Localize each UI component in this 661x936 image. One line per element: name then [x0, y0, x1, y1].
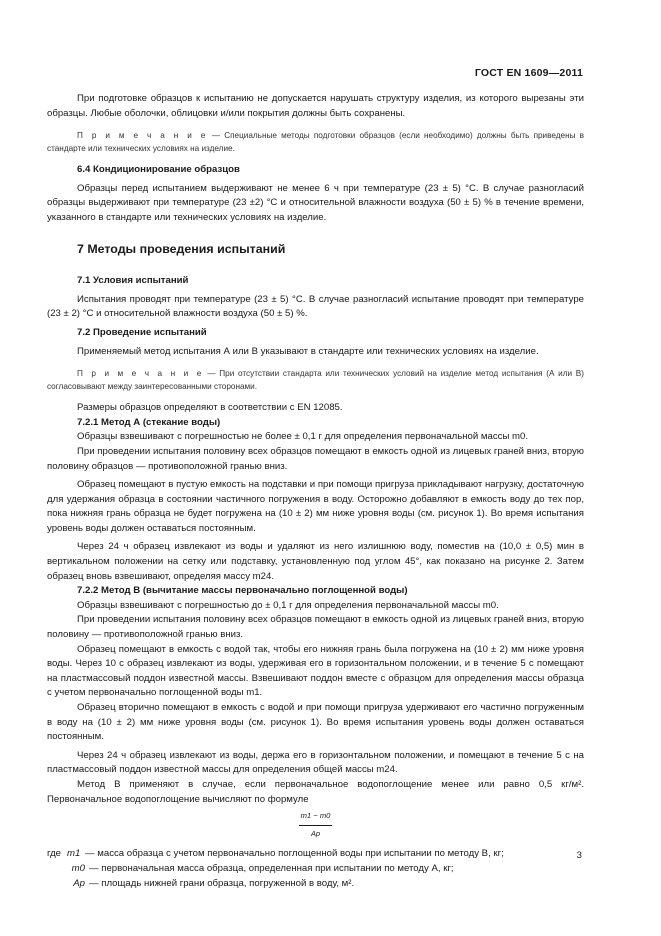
paragraph-7-2-2-e: Через 24 ч образец извлекают из воды, держа его в горизонтальном положении, и помещают в течение 5 с на пластмассовый поддон известной массы для определения общей массы m24. — [47, 749, 584, 776]
paragraph-sizes: Размеры образцов определяют в соответствии с EN 12085. — [77, 402, 343, 414]
legend-text-m0: — первоначальная масса образца, определенная при испытании по методу А, кг; — [89, 862, 454, 874]
page-number: 3 — [576, 850, 582, 861]
document-header: ГОСТ EN 1609—2011 — [474, 67, 583, 79]
legend-symbol-m0: m0 — [71, 862, 85, 874]
note-2-label: П р и м е ч а н и е — [77, 369, 204, 379]
legend-row-m0 — [47, 862, 584, 877]
note-1 — [47, 129, 584, 155]
paragraph-7-2-1-d: Через 24 ч образец извлекают из воды и удаляют из него излишнюю воду, поместив на (10,0 ± 0,5) мин в вертикальном положении на сетку или подставку, установленную под углом 45°, как показано на рисунке 2. Затем образец вновь взвешивают, определяя массу m24. — [47, 541, 584, 582]
paragraph-7-2-1-b: При проведении испытания половину всех образцов помещают в емкость одной из лицевых граней вниз, вторую половину образцов — противоположной гранью вниз. — [47, 445, 584, 472]
legend-text-ap: — площадь нижней грани образца, погруженной в воду, м². — [89, 877, 355, 889]
note-1-label: П р и м е ч а н и е — [77, 131, 208, 141]
legend-symbol-m1: m1 — [67, 848, 81, 860]
paragraph-7-2-2-c: Образец помещают в емкость с водой так, чтобы его нижняя грань была погружена на (10 ± 2) мм ниже уровня воды. Через 10 с образец извлекают из воды, удерживая его в горизонтальном положении, и в течение 5 с помещают на пластмассовый поддон известной массы. Взвешивают поддон вместе с образцом для определения массы образца с учетом первоначально поглощенной воды m1. — [47, 643, 584, 699]
note-2 — [47, 367, 584, 393]
document-body — [47, 92, 584, 891]
heading-7-2-1: 7.2.1 Метод А (стекание воды) — [77, 416, 221, 428]
note-1-text: — Специальные методы подготовки образцов (если необходимо) должны быть приведены в стандарте или технических условиях на изделие. — [47, 131, 584, 154]
heading-7-2: 7.2 Проведение испытаний — [77, 326, 207, 338]
paragraph-7-2-2-d: Образец вторично помещают в емкость с водой и при помощи пригруза удерживают его частично погруженным в воду на (10 ± 2) мм ниже уровня воды (см. рисунок 1). Во время испытания уровень воды должен оставаться постоянным. — [47, 702, 584, 743]
heading-7-1: 7.1 Условия испытаний — [77, 275, 189, 287]
legend-row-ap — [47, 877, 584, 892]
paragraph-sample-prep: При подготовке образцов к испытанию не допускается нарушать структуру изделия, из которого вырезаны эти образцы. Любые оболочки, облицовки и/или покрытия должны быть сохранены. — [47, 93, 584, 119]
paragraph-7-2-2-a: Образцы взвешивают с погрешностью до ± 0,1 г для определения первоначальной массы m0. — [77, 599, 499, 611]
heading-7: 7 Методы проведения испытаний — [77, 241, 286, 256]
paragraph-7-1: Испытания проводят при температуре (23 ± 5) °С. В случае разногласий испытание проводят при температуре (23 ± 2) °С и относительной влажности воздуха (50 ± 5) %. — [47, 293, 584, 320]
formula — [47, 809, 584, 841]
paragraph-6-4: Образцы перед испытанием выдерживают не менее 6 ч при температуре (23 ± 5) °С. В случае разногласий образцы выдерживают при температуре (23 ±2) °С и относительной влажности воздуха (50 ± 5) % в течение времени, указанного в стандарте или технических условиях на изделие. — [47, 182, 584, 223]
paragraph-7-2-2-b: При проведении испытания половину всех образцов помещают в емкость одной из лицевых граней вниз, вторую половину — противоположной гранью вниз. — [47, 614, 584, 641]
formula-numerator: m1 − m0 — [299, 809, 333, 826]
note-2-text: — При отсутствии стандарта или технических условий на изделие метод испытания (А или В) согласовывают между заинтересованными сторонами. — [47, 369, 584, 392]
paragraph-7-2-2-f: Метод В применяют в случае, если первоначальное водопоглощение менее или равно 0,5 кг/м². Первоначальное водопоглощение вычисляют по формуле — [47, 778, 584, 805]
paragraph-7-2-1-a: Образцы взвешивают с погрешностью не более ± 0,1 г для определения первоначальной массы m0. — [77, 431, 528, 443]
legend-lead: где — [47, 848, 62, 860]
legend-row-m1 — [47, 847, 584, 862]
legend-text-m1: — масса образца с учетом первоначально поглощенной воды при испытании по методу В, кг; — [85, 848, 504, 860]
paragraph-7-2: Применяемый метод испытания А или В указывают в стандарте или технических условиях на изделие. — [77, 345, 539, 357]
formula-fraction — [299, 809, 333, 841]
legend-symbol-ap: Ap — [73, 877, 85, 889]
heading-6-4: 6.4 Кондиционирование образцов — [77, 164, 240, 176]
paragraph-7-2-1-c: Образец помещают в пустую емкость на подставки и при помощи пригруза прикладывают нагрузку, достаточную для удержания образца в состоянии частичного погружения в воду. Осторожно добавляют в емкость воду до тех пор, пока нижняя грань образца не будет погружена на (10 ± 2) мм ниже уровня воды (см. рисунок 1). Во время испытания уровень воды должен оставаться постоянным. — [47, 479, 584, 534]
formula-legend — [47, 847, 584, 891]
heading-7-2-2: 7.2.2 Метод В (вычитание массы первоначально поглощенной воды) — [77, 585, 408, 597]
formula-denominator: Ap — [310, 828, 321, 838]
